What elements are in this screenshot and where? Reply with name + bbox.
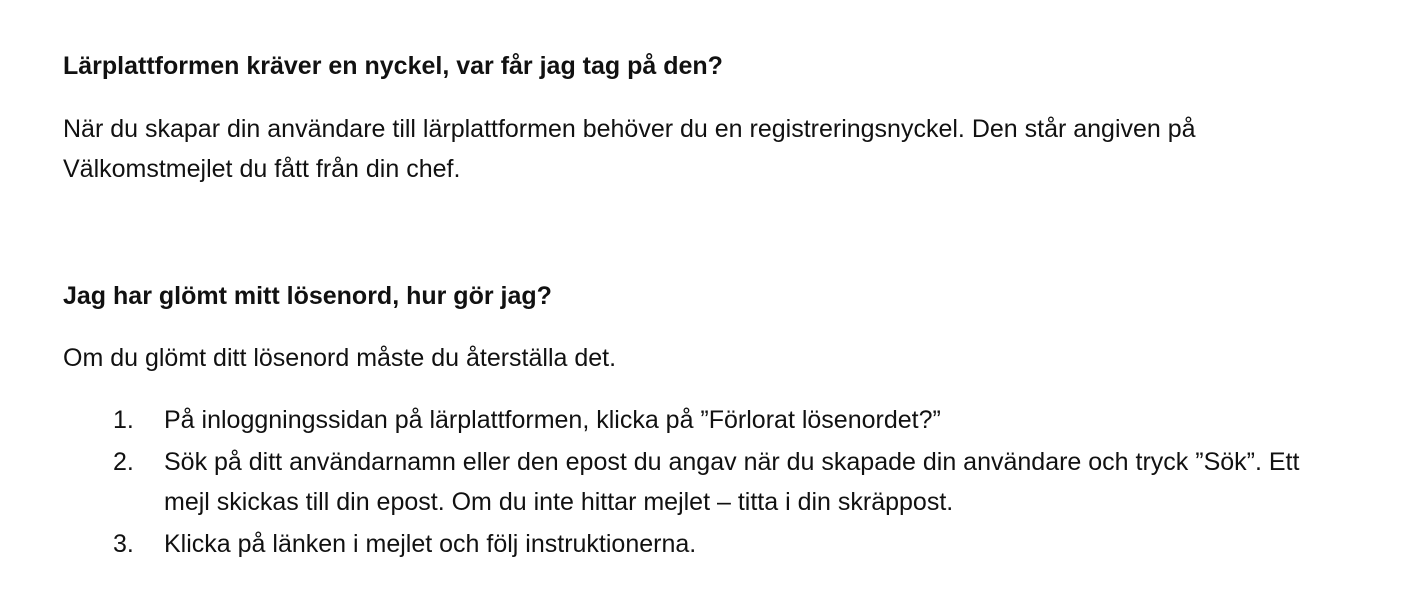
question-heading-registration-key: Lärplattformen kräver en nyckel, var får jag tag på den? [63,52,723,80]
step-text: Klicka på länken i mejlet och följ instruktionerna. [164,530,697,558]
question-heading-forgot-password: Jag har glömt mitt lösenord, hur gör jag? [63,282,552,310]
step-number: 2. [113,448,134,476]
list-item [0,400,1344,440]
list-item [0,524,1344,564]
step-text: På inloggningssidan på lärplattformen, klicka på ”Förlorat lösenordet?” [164,406,941,434]
list-item [0,442,1344,522]
answer-paragraph-forgot-password: Om du glömt ditt lösenord måste du återställa det. [63,344,617,372]
step-number: 1. [113,406,134,434]
reset-steps-list [0,400,1419,566]
step-number: 3. [113,530,134,558]
answer-paragraph-registration-key: När du skapar din användare till lärplattformen behöver du en registreringsnyckel. Den står angiven på Välkomstmejlet du fått från din chef. [63,115,1196,183]
step-text: Sök på ditt användarnamn eller den epost du angav när du skapade din användare och tryck ”Sök”. Ett mejl skickas till din epost. Om du inte hittar mejlet – titta i din skräppost. [164,448,1300,516]
